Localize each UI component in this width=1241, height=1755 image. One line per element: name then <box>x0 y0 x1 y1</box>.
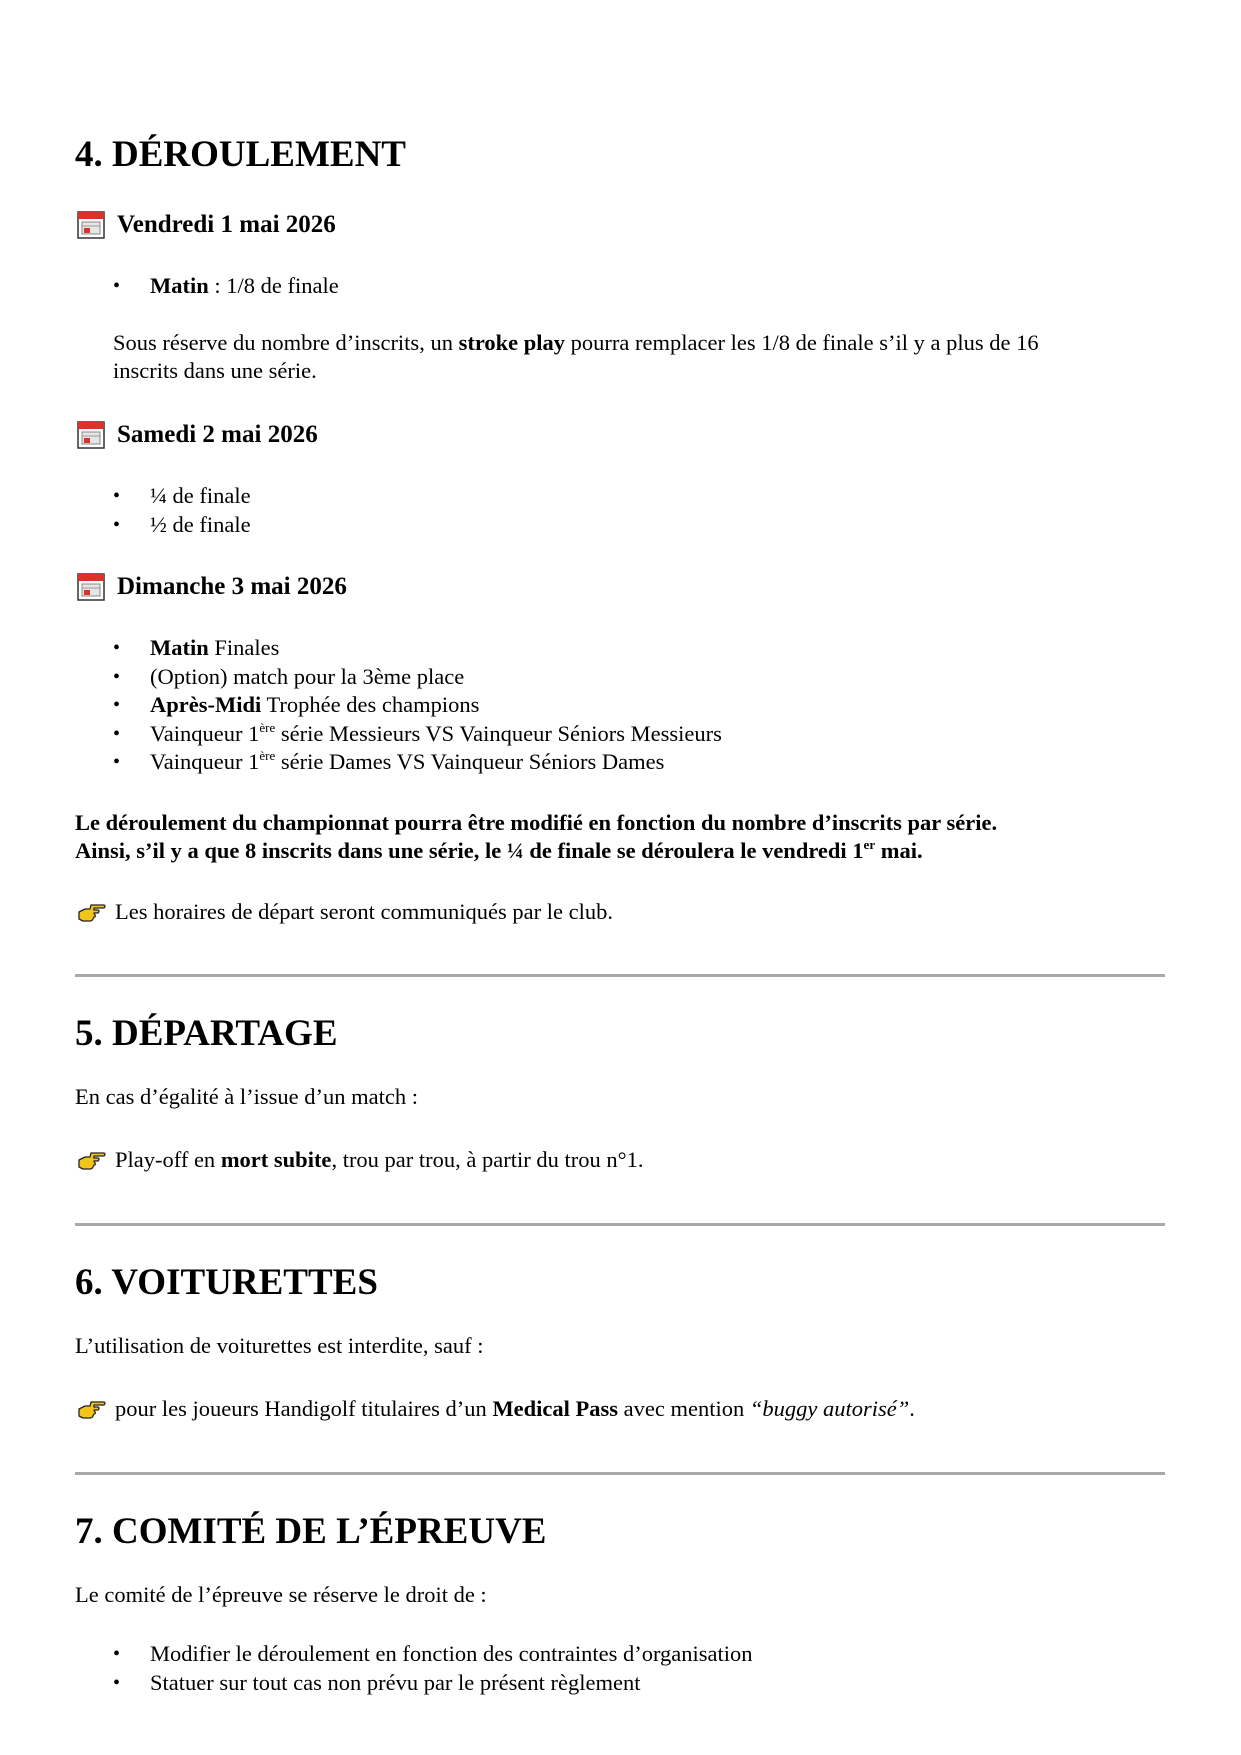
list-item: • ¼ de finale <box>113 482 251 511</box>
section-separator <box>75 1223 1165 1226</box>
day-2-heading <box>77 421 318 449</box>
section-5-intro: En cas d’égalité à l’issue d’un match : <box>75 1084 419 1109</box>
playoff-note: Play-off en mort subite, trou par trou, à partir du trou n°1. <box>77 1147 643 1173</box>
section-6-intro: L’utilisation de voiturettes est interdite, sauf : <box>75 1333 484 1358</box>
day-3-label: Dimanche 3 mai 2026 <box>117 573 347 600</box>
day-2-label: Samedi 2 mai 2026 <box>117 421 318 448</box>
calendar-icon <box>77 421 105 449</box>
pointing-hand-icon <box>77 1398 107 1420</box>
start-times-note: Les horaires de départ seront communiqués par le club. <box>77 899 613 925</box>
day-1-heading <box>77 211 336 239</box>
section-7-title: 7. COMITÉ DE L’ÉPREUVE <box>75 1511 547 1552</box>
section-5-title: 5. DÉPARTAGE <box>75 1013 338 1054</box>
day-1-paragraph: Sous réserve du nombre d’inscrits, un stroke play pourra remplacer les 1/8 de finale s’il y a plus de 16 inscrits dans une série. <box>113 330 1039 383</box>
section-6-title: 6. VOITURETTES <box>75 1262 378 1303</box>
day-1-label: Vendredi 1 mai 2026 <box>117 211 336 238</box>
pointing-hand-icon <box>77 901 107 923</box>
list-item: • Statuer sur tout cas non prévu par le présent règlement <box>113 1669 753 1698</box>
day-2-list <box>113 482 251 539</box>
section-7-intro: Le comité de l’épreuve se réserve le droit de : <box>75 1582 487 1607</box>
pointing-hand-icon <box>77 1149 107 1171</box>
buggy-note: pour les joueurs Handigolf titulaires d’un Medical Pass avec mention “buggy autorisé”. <box>77 1396 915 1422</box>
list-item: • Après-Midi Trophée des champions <box>113 691 722 720</box>
section-4-title: 4. DÉROULEMENT <box>75 134 406 175</box>
list-item: • Vainqueur 1ère série Dames VS Vainqueur Séniors Dames <box>113 748 722 777</box>
section-separator <box>75 1472 1165 1475</box>
list-item: • Matin Finales <box>113 634 722 663</box>
schedule-warning: Le déroulement du championnat pourra être modifié en fonction du nombre d’inscrits par série. Ainsi, s’il y a que 8 inscrits dans une série, le ¼ de finale se déroulera le vendredi 1er mai. <box>75 810 998 863</box>
calendar-icon <box>77 211 105 239</box>
calendar-icon <box>77 573 105 601</box>
section-separator <box>75 974 1165 977</box>
list-item: • ½ de finale <box>113 511 251 540</box>
day-3-heading <box>77 573 347 601</box>
list-item: • Modifier le déroulement en fonction des contraintes d’organisation <box>113 1640 753 1669</box>
list-item: • Matin : 1/8 de finale <box>113 272 339 301</box>
day-3-list <box>113 634 722 777</box>
list-item: • Vainqueur 1ère série Messieurs VS Vainqueur Séniors Messieurs <box>113 720 722 749</box>
list-item: • (Option) match pour la 3ème place <box>113 663 722 692</box>
day-1-list <box>113 272 339 301</box>
committee-rights-list <box>113 1640 753 1697</box>
